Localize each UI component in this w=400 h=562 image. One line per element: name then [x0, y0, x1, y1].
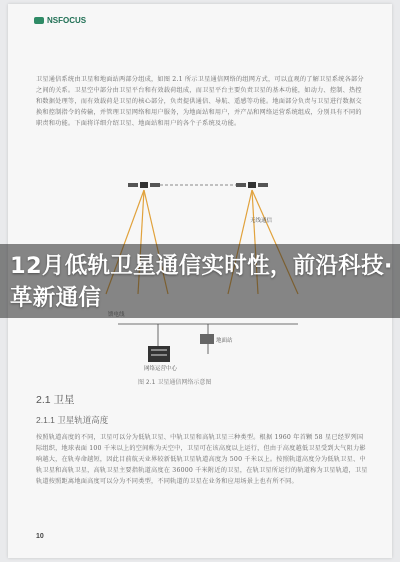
diagram-label-wireless: 无线通信: [250, 218, 273, 224]
section-heading: 2.1 卫星: [36, 394, 75, 406]
diagram-label-noc: 网络运营中心: [144, 366, 178, 372]
page-number: 10: [36, 533, 44, 540]
logo-mark-icon: [34, 17, 44, 24]
subsection-heading: 2.1.1 卫星轨道高度: [36, 415, 109, 425]
satellite-right-icon: [236, 182, 268, 188]
body-paragraph: 按照轨道高度的不同，卫星可以分为低轨卫星、中轨卫星和高轨卫星三种类型。根据 1960 年首颗 58 星已经罗列国际组织，地球表面 100 千米以上的空间称为天空中，卫星可在该高度以上运行，但由于高度越低卫星受到大气阻力影响越大，在轨寿命越短，因此目前航天业界较新低轨卫星轨道高度为 500 千米以上。按照轨道高度分为低轨卫星、中轨卫星和高轨卫星，高轨卫星主要指轨道高度在 36000 千米附近的卫星，在轨卫星所运行的轨道称为卫星轨道，卫星轨道按照距离地面高度可以分为不同类型，不同轨道的卫星在业务和应用场景上也有所不同。: [36, 434, 368, 485]
figure-caption: 图 2.1 卫星通信网络示意图: [138, 379, 212, 386]
logo-text: NSFOCUS: [47, 16, 87, 25]
ground-station-icon: [200, 334, 214, 344]
satellite-left-icon: [128, 182, 160, 188]
company-logo: [34, 16, 86, 25]
operations-center-icon: [148, 346, 170, 362]
banner-title: 12月低轨卫星通信实时性，前沿科技·革新通信: [10, 253, 393, 311]
diagram-label-ground-station: 地面站: [216, 338, 233, 344]
intro-paragraph: 卫星通信系统由卫星和地面站两部分组成，如图 2.1 所示卫星通信网络的组网方式，可以直观的了解卫星系统各部分之间的关系。卫星空中部分由卫星平台和有效载荷组成，而卫星平台主要负责卫星的基本功能，如动力、控制、热控和数据处理等，而有效载荷是卫星的核心部分，负责提供通信、导航、遥感等功能。地面部分负责与卫星进行数据交换和控制指令的传输，并管理卫星网络和用户服务，为地面站和用户，并产品和网络运营系统组成，分别具有不同的职责和功能。下面将详细介绍卫星、地面站和用户的各个子系统及功能。: [36, 76, 364, 127]
